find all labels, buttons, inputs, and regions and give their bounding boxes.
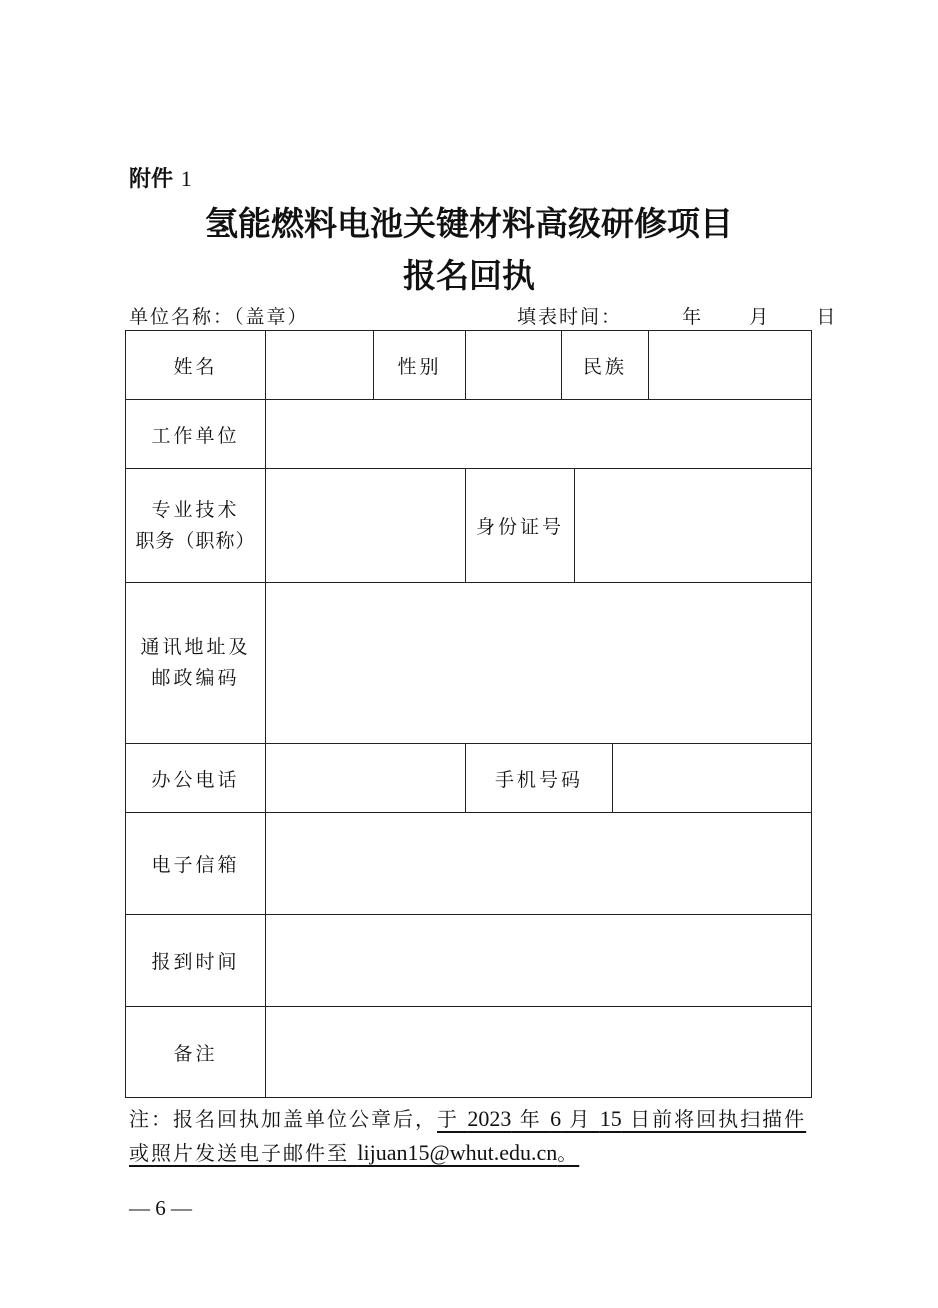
arrival-time-label: 报到时间 (126, 915, 266, 1007)
month-label: 月 (749, 306, 771, 328)
attachment-label (129, 162, 192, 193)
work-unit-field[interactable] (266, 400, 812, 469)
note-text: 年 (511, 1107, 551, 1131)
note-text: 于 (437, 1107, 468, 1131)
mobile-label: 手机号码 (466, 744, 613, 813)
ethnicity-label: 民族 (562, 331, 649, 400)
name-field[interactable] (266, 331, 374, 400)
address-field[interactable] (266, 583, 812, 744)
day-label: 日 (816, 306, 838, 328)
fill-time-label: 填表时间： (517, 306, 623, 328)
email-field[interactable] (266, 813, 812, 915)
unit-name-label: 单位名称：（盖章） (129, 306, 309, 328)
year-label: 年 (682, 306, 704, 328)
gender-field[interactable] (466, 331, 562, 400)
document-subtitle: 报名回执 (403, 256, 535, 295)
professional-title-field[interactable] (266, 469, 466, 583)
fill-time (517, 302, 837, 329)
office-phone-field[interactable] (266, 744, 466, 813)
note-suffix: 。 (557, 1141, 580, 1165)
note-year: 2023 (467, 1106, 512, 1131)
address-label-line2: 邮政编码 (151, 667, 240, 689)
address-label-line1: 通讯地址及 (140, 636, 251, 658)
id-number-label: 身份证号 (466, 469, 575, 583)
mobile-field[interactable] (613, 744, 812, 813)
ethnicity-field[interactable] (649, 331, 812, 400)
remarks-field[interactable] (266, 1007, 812, 1098)
document-title: 氢能燃料电池关键材料高级研修项目 (205, 204, 733, 243)
gender-label: 性别 (374, 331, 466, 400)
arrival-time-field[interactable] (266, 915, 812, 1007)
professional-title-label (126, 469, 266, 583)
note-text: 日前将回执扫描件或照片发送电子邮件至 (129, 1107, 807, 1165)
note-prefix: 注：报名回执加盖单位公章后， (129, 1107, 437, 1131)
name-label: 姓名 (126, 331, 266, 400)
attachment-number: 1 (180, 166, 192, 191)
work-unit-label: 工作单位 (126, 400, 266, 469)
email-label: 电子信箱 (126, 813, 266, 915)
submission-note (129, 1102, 819, 1170)
id-number-field[interactable] (575, 469, 812, 583)
page-number: — 6 — (129, 1196, 192, 1220)
note-month: 6 (550, 1106, 562, 1131)
registration-form (125, 330, 812, 1098)
note-day: 15 (599, 1106, 622, 1131)
attachment-text: 附件 (129, 166, 174, 192)
office-phone-label: 办公电话 (126, 744, 266, 813)
remarks-label: 备注 (126, 1007, 266, 1098)
address-label (126, 583, 266, 744)
professional-title-label-line2: 职务（职称） (135, 529, 256, 552)
professional-title-label-line1: 专业技术 (151, 498, 240, 521)
note-text: 月 (561, 1107, 600, 1131)
email-link[interactable]: lijuan15@whut.edu.cn (357, 1140, 558, 1165)
